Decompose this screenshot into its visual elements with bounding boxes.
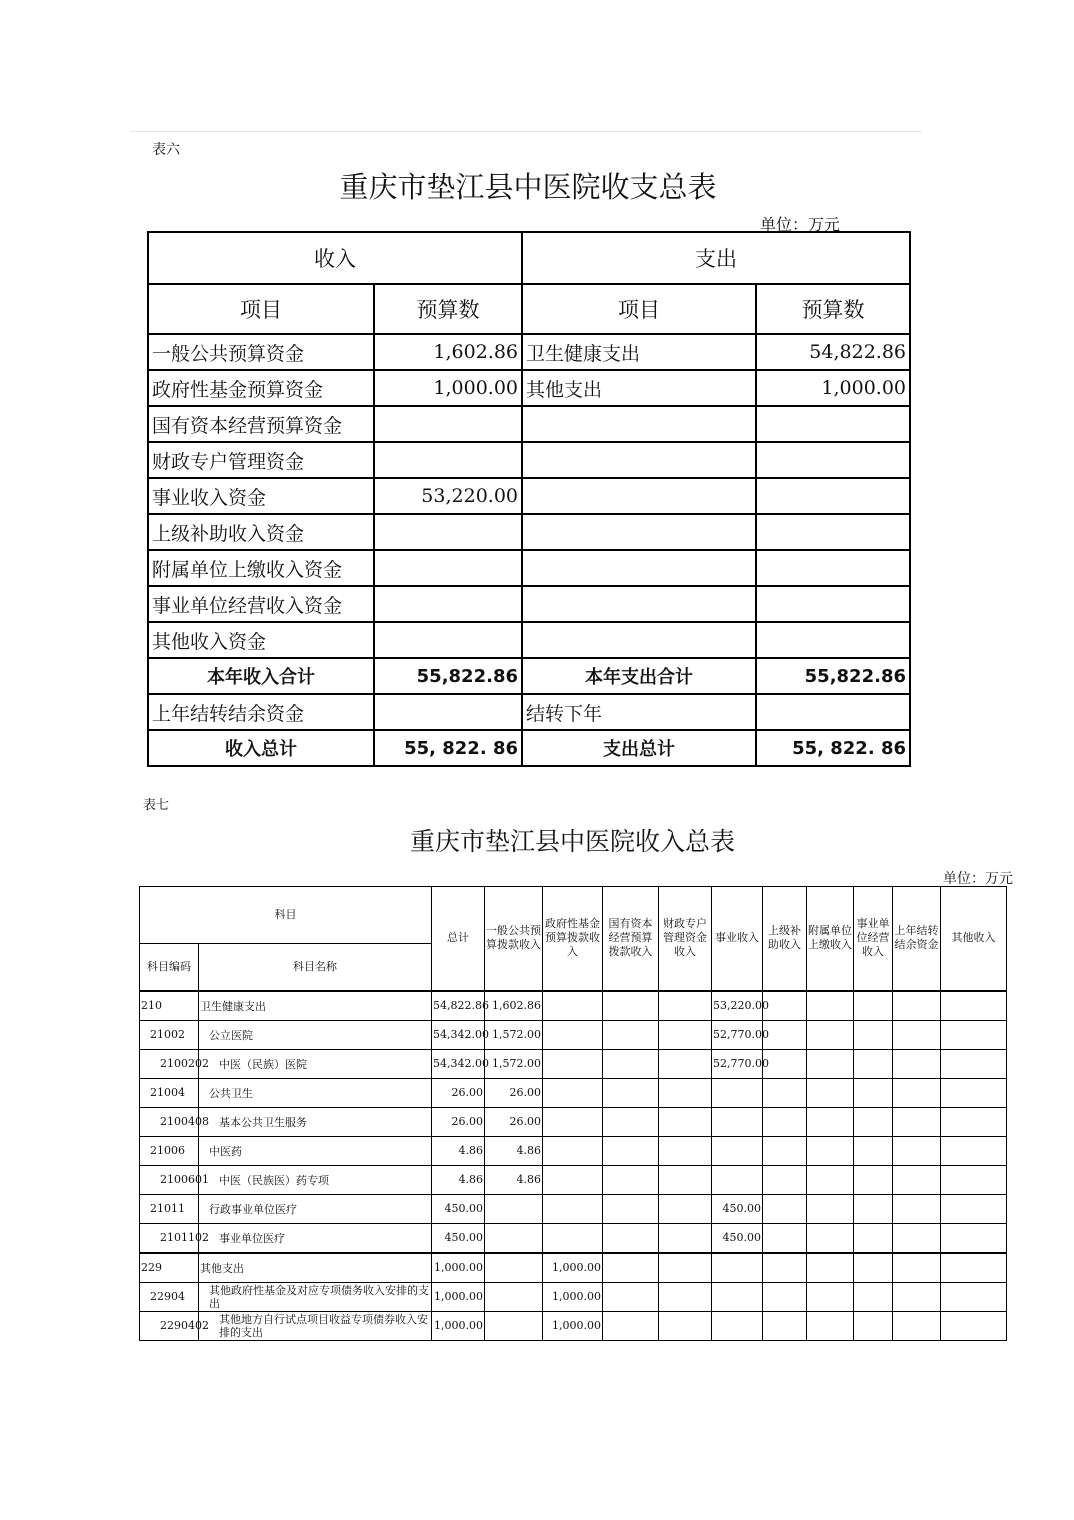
table-row xyxy=(148,550,910,586)
subject-code: 22904 xyxy=(140,1282,199,1311)
table-row xyxy=(140,991,1007,1021)
cell-general xyxy=(485,1194,543,1223)
income-summary-table xyxy=(139,886,1007,1341)
cell-affiliated xyxy=(807,1223,854,1253)
cell-fiscal-special xyxy=(659,1107,712,1136)
subject-name: 公共卫生 xyxy=(199,1078,432,1107)
cell-business xyxy=(712,1078,763,1107)
cell-superior xyxy=(763,991,807,1021)
expense-item xyxy=(522,478,756,514)
subject-header: 科目 xyxy=(140,887,432,944)
expense-item xyxy=(522,406,756,442)
cell-affiliated xyxy=(807,1020,854,1049)
cell-general: 4.86 xyxy=(485,1136,543,1165)
income-value xyxy=(374,550,522,586)
cell-gov-fund: 1,000.00 xyxy=(543,1282,603,1311)
table-row xyxy=(148,622,910,658)
subject-name: 公立医院 xyxy=(199,1020,432,1049)
cell-superior xyxy=(763,1165,807,1194)
table-row xyxy=(140,1282,1007,1311)
income-value: 1,602.86 xyxy=(374,334,522,370)
table-row xyxy=(140,1223,1007,1253)
cell-affiliated xyxy=(807,1165,854,1194)
cell-superior xyxy=(763,1282,807,1311)
cell-general xyxy=(485,1282,543,1311)
table-row xyxy=(140,1311,1007,1340)
cell-business xyxy=(712,1136,763,1165)
fiscal-special-header: 财政专户管理资金收入 xyxy=(659,887,712,991)
cell-superior xyxy=(763,1020,807,1049)
cell-carryover xyxy=(893,1020,941,1049)
income-value xyxy=(374,586,522,622)
cell-fiscal-special xyxy=(659,1049,712,1078)
cell-general: 4.86 xyxy=(485,1165,543,1194)
cell-gov-fund: 1,000.00 xyxy=(543,1311,603,1340)
cell-fiscal-special xyxy=(659,1223,712,1253)
cell-total: 54,342.00 xyxy=(432,1020,485,1049)
table-row xyxy=(148,586,910,622)
income-item: 其他收入资金 xyxy=(148,622,374,658)
expense-value xyxy=(756,406,910,442)
expense-total-value: 55, 822. 86 xyxy=(756,730,910,766)
cell-operating xyxy=(854,1282,893,1311)
general-budget-header: 一般公共预算拨款收入 xyxy=(485,887,543,991)
cell-other xyxy=(941,991,1007,1021)
cell-total: 54,822.86 xyxy=(432,991,485,1021)
cell-affiliated xyxy=(807,1107,854,1136)
carryover-income-label: 上年结转结余资金 xyxy=(148,694,374,730)
expense-value xyxy=(756,622,910,658)
cell-state-capital xyxy=(603,1020,659,1049)
table-row xyxy=(140,1136,1007,1165)
cell-superior xyxy=(763,1253,807,1283)
cell-carryover xyxy=(893,1311,941,1340)
table-row xyxy=(140,1020,1007,1049)
income-header: 收入 xyxy=(148,232,522,284)
other-income-header: 其他收入 xyxy=(941,887,1007,991)
cell-total: 26.00 xyxy=(432,1107,485,1136)
cell-business xyxy=(712,1311,763,1340)
cell-total: 1,000.00 xyxy=(432,1311,485,1340)
cell-fiscal-special xyxy=(659,1282,712,1311)
expense-value xyxy=(756,550,910,586)
income-value: 1,000.00 xyxy=(374,370,522,406)
cell-fiscal-special xyxy=(659,1078,712,1107)
cell-operating xyxy=(854,1165,893,1194)
table-row xyxy=(140,1078,1007,1107)
cell-gov-fund xyxy=(543,1223,603,1253)
cell-fiscal-special xyxy=(659,1136,712,1165)
subject-code: 2101102 xyxy=(140,1223,199,1253)
subject-code: 21002 xyxy=(140,1020,199,1049)
cell-superior xyxy=(763,1311,807,1340)
table-row xyxy=(140,1165,1007,1194)
cell-state-capital xyxy=(603,1049,659,1078)
cell-superior xyxy=(763,1049,807,1078)
cell-superior xyxy=(763,1107,807,1136)
cell-total: 1,000.00 xyxy=(432,1253,485,1283)
carryover-expense-label: 结转下年 xyxy=(522,694,756,730)
income-item-header: 项目 xyxy=(148,284,374,334)
cell-state-capital xyxy=(603,1194,659,1223)
expense-item xyxy=(522,514,756,550)
cell-other xyxy=(941,1049,1007,1078)
cell-gov-fund xyxy=(543,1078,603,1107)
cell-carryover xyxy=(893,1282,941,1311)
expense-item xyxy=(522,550,756,586)
table6-unit: 单位：万元 xyxy=(760,215,841,234)
cell-total: 4.86 xyxy=(432,1136,485,1165)
cell-business: 52,770.00 xyxy=(712,1020,763,1049)
subject-name: 中医（民族）医院 xyxy=(199,1049,432,1078)
cell-carryover xyxy=(893,1253,941,1283)
cell-operating xyxy=(854,1223,893,1253)
cell-general: 26.00 xyxy=(485,1107,543,1136)
income-total-label: 收入总计 xyxy=(148,730,374,766)
cell-gov-fund xyxy=(543,1049,603,1078)
code-header: 科目编码 xyxy=(140,944,199,991)
cell-superior xyxy=(763,1136,807,1165)
cell-general xyxy=(485,1223,543,1253)
expense-item xyxy=(522,442,756,478)
cell-gov-fund xyxy=(543,1165,603,1194)
subject-code: 2100202 xyxy=(140,1049,199,1078)
cell-other xyxy=(941,1194,1007,1223)
cell-gov-fund xyxy=(543,1136,603,1165)
table6-label: 表六 xyxy=(152,142,180,158)
cell-carryover xyxy=(893,991,941,1021)
gov-fund-header: 政府性基金预算拨款收入 xyxy=(543,887,603,991)
subject-code: 229 xyxy=(140,1253,199,1283)
table-row xyxy=(140,1253,1007,1283)
subject-name: 基本公共卫生服务 xyxy=(199,1107,432,1136)
total-row xyxy=(148,730,910,766)
cell-operating xyxy=(854,1194,893,1223)
business-income-header: 事业收入 xyxy=(712,887,763,991)
cell-state-capital xyxy=(603,1165,659,1194)
cell-gov-fund xyxy=(543,1194,603,1223)
cell-other xyxy=(941,1136,1007,1165)
cell-total: 450.00 xyxy=(432,1223,485,1253)
income-item: 上级补助收入资金 xyxy=(148,514,374,550)
cell-state-capital xyxy=(603,1107,659,1136)
cell-general: 1,572.00 xyxy=(485,1020,543,1049)
expense-value: 1,000.00 xyxy=(756,370,910,406)
cell-state-capital xyxy=(603,1078,659,1107)
income-value xyxy=(374,622,522,658)
cell-business: 450.00 xyxy=(712,1223,763,1253)
state-capital-header: 国有资本经营预算拨款收入 xyxy=(603,887,659,991)
cell-business xyxy=(712,1253,763,1283)
cell-general: 26.00 xyxy=(485,1078,543,1107)
cell-fiscal-special xyxy=(659,1165,712,1194)
cell-other xyxy=(941,1311,1007,1340)
cell-superior xyxy=(763,1078,807,1107)
cell-other xyxy=(941,1078,1007,1107)
cell-other xyxy=(941,1020,1007,1049)
subject-code: 21011 xyxy=(140,1194,199,1223)
expense-item-header: 项目 xyxy=(522,284,756,334)
expense-value xyxy=(756,442,910,478)
income-item: 事业收入资金 xyxy=(148,478,374,514)
cell-affiliated xyxy=(807,1136,854,1165)
cell-affiliated xyxy=(807,1282,854,1311)
cell-business: 450.00 xyxy=(712,1194,763,1223)
income-value xyxy=(374,514,522,550)
cell-other xyxy=(941,1253,1007,1283)
cell-carryover xyxy=(893,1107,941,1136)
top-divider xyxy=(130,131,922,132)
cell-total: 26.00 xyxy=(432,1078,485,1107)
cell-general xyxy=(485,1311,543,1340)
table-row xyxy=(148,334,910,370)
cell-fiscal-special xyxy=(659,1311,712,1340)
income-value xyxy=(374,406,522,442)
cell-superior xyxy=(763,1223,807,1253)
cell-operating xyxy=(854,991,893,1021)
cell-state-capital xyxy=(603,1282,659,1311)
operating-header: 事业单位经营收入 xyxy=(854,887,893,991)
table-row xyxy=(148,370,910,406)
cell-carryover xyxy=(893,1078,941,1107)
cell-affiliated xyxy=(807,1194,854,1223)
income-item: 附属单位上缴收入资金 xyxy=(148,550,374,586)
subject-name: 中医药 xyxy=(199,1136,432,1165)
cell-operating xyxy=(854,1020,893,1049)
expense-value xyxy=(756,514,910,550)
income-item: 财政专户管理资金 xyxy=(148,442,374,478)
expense-item: 卫生健康支出 xyxy=(522,334,756,370)
income-expense-summary-table xyxy=(147,231,911,767)
cell-operating xyxy=(854,1136,893,1165)
table-row xyxy=(140,1049,1007,1078)
cell-fiscal-special xyxy=(659,1020,712,1049)
cell-state-capital xyxy=(603,1311,659,1340)
subject-name: 行政事业单位医疗 xyxy=(199,1194,432,1223)
subject-name: 事业单位医疗 xyxy=(199,1223,432,1253)
income-subtotal-label: 本年收入合计 xyxy=(148,658,374,694)
income-item: 事业单位经营收入资金 xyxy=(148,586,374,622)
expense-value xyxy=(756,478,910,514)
income-item: 国有资本经营预算资金 xyxy=(148,406,374,442)
table7-title: 重庆市垫江县中医院收入总表 xyxy=(409,827,735,856)
expense-subtotal-value: 55,822.86 xyxy=(756,658,910,694)
cell-gov-fund xyxy=(543,1020,603,1049)
cell-business: 52,770.00 xyxy=(712,1049,763,1078)
income-value: 53,220.00 xyxy=(374,478,522,514)
table-row xyxy=(140,1194,1007,1223)
cell-affiliated xyxy=(807,991,854,1021)
expense-item xyxy=(522,586,756,622)
income-subtotal-value: 55,822.86 xyxy=(374,658,522,694)
cell-business: 53,220.00 xyxy=(712,991,763,1021)
cell-business xyxy=(712,1107,763,1136)
cell-operating xyxy=(854,1253,893,1283)
cell-carryover xyxy=(893,1165,941,1194)
expense-header: 支出 xyxy=(522,232,910,284)
cell-total: 450.00 xyxy=(432,1194,485,1223)
total-header: 总计 xyxy=(432,887,485,991)
cell-total: 4.86 xyxy=(432,1165,485,1194)
superior-subsidy-header: 上级补助收入 xyxy=(763,887,807,991)
cell-fiscal-special xyxy=(659,991,712,1021)
cell-state-capital xyxy=(603,1253,659,1283)
expense-budget-header: 预算数 xyxy=(756,284,910,334)
cell-gov-fund xyxy=(543,1107,603,1136)
cell-operating xyxy=(854,1311,893,1340)
subject-name: 其他政府性基金及对应专项债务收入安排的支出 xyxy=(199,1282,432,1311)
cell-state-capital xyxy=(603,991,659,1021)
subject-code: 210 xyxy=(140,991,199,1021)
affiliated-header: 附属单位上缴收入 xyxy=(807,887,854,991)
subject-name: 卫生健康支出 xyxy=(199,991,432,1021)
expense-value: 54,822.86 xyxy=(756,334,910,370)
expense-total-label: 支出总计 xyxy=(522,730,756,766)
income-item: 一般公共预算资金 xyxy=(148,334,374,370)
cell-affiliated xyxy=(807,1253,854,1283)
income-item: 政府性基金预算资金 xyxy=(148,370,374,406)
subject-code: 2290402 xyxy=(140,1311,199,1340)
cell-operating xyxy=(854,1107,893,1136)
subject-code: 21006 xyxy=(140,1136,199,1165)
cell-general: 1,602.86 xyxy=(485,991,543,1021)
cell-general xyxy=(485,1253,543,1283)
expense-value xyxy=(756,586,910,622)
cell-affiliated xyxy=(807,1078,854,1107)
expense-subtotal-label: 本年支出合计 xyxy=(522,658,756,694)
table6-title: 重庆市垫江县中医院收支总表 xyxy=(339,170,717,204)
table7-unit: 单位：万元 xyxy=(943,871,1013,887)
cell-business xyxy=(712,1282,763,1311)
cell-business xyxy=(712,1165,763,1194)
cell-total: 54,342.00 xyxy=(432,1049,485,1078)
table-row xyxy=(148,514,910,550)
cell-operating xyxy=(854,1078,893,1107)
carryover-header: 上年结转结余资金 xyxy=(893,887,941,991)
carryover-income-value xyxy=(374,694,522,730)
table-row xyxy=(140,1107,1007,1136)
table-row xyxy=(148,478,910,514)
cell-carryover xyxy=(893,1194,941,1223)
cell-fiscal-special xyxy=(659,1253,712,1283)
table-row xyxy=(148,406,910,442)
subject-name: 其他支出 xyxy=(199,1253,432,1283)
cell-gov-fund: 1,000.00 xyxy=(543,1253,603,1283)
cell-superior xyxy=(763,1194,807,1223)
cell-carryover xyxy=(893,1136,941,1165)
subject-code: 2100601 xyxy=(140,1165,199,1194)
carryover-expense-value xyxy=(756,694,910,730)
cell-other xyxy=(941,1282,1007,1311)
cell-affiliated xyxy=(807,1049,854,1078)
cell-operating xyxy=(854,1049,893,1078)
subject-code: 2100408 xyxy=(140,1107,199,1136)
cell-other xyxy=(941,1165,1007,1194)
cell-fiscal-special xyxy=(659,1194,712,1223)
cell-state-capital xyxy=(603,1136,659,1165)
income-value xyxy=(374,442,522,478)
table7-label: 表七 xyxy=(143,798,170,813)
income-budget-header: 预算数 xyxy=(374,284,522,334)
cell-affiliated xyxy=(807,1311,854,1340)
expense-item xyxy=(522,622,756,658)
expense-item: 其他支出 xyxy=(522,370,756,406)
name-header: 科目名称 xyxy=(199,944,432,991)
cell-gov-fund xyxy=(543,991,603,1021)
income-total-value: 55, 822. 86 xyxy=(374,730,522,766)
subject-name: 中医（民族医）药专项 xyxy=(199,1165,432,1194)
cell-other xyxy=(941,1223,1007,1253)
subject-code: 21004 xyxy=(140,1078,199,1107)
cell-other xyxy=(941,1107,1007,1136)
cell-general: 1,572.00 xyxy=(485,1049,543,1078)
subtotal-row xyxy=(148,658,910,694)
cell-total: 1,000.00 xyxy=(432,1282,485,1311)
table-row xyxy=(148,442,910,478)
cell-state-capital xyxy=(603,1223,659,1253)
subject-name: 其他地方自行试点项目收益专项债券收入安排的支出 xyxy=(199,1311,432,1340)
cell-carryover xyxy=(893,1049,941,1078)
cell-carryover xyxy=(893,1223,941,1253)
carryover-row xyxy=(148,694,910,730)
